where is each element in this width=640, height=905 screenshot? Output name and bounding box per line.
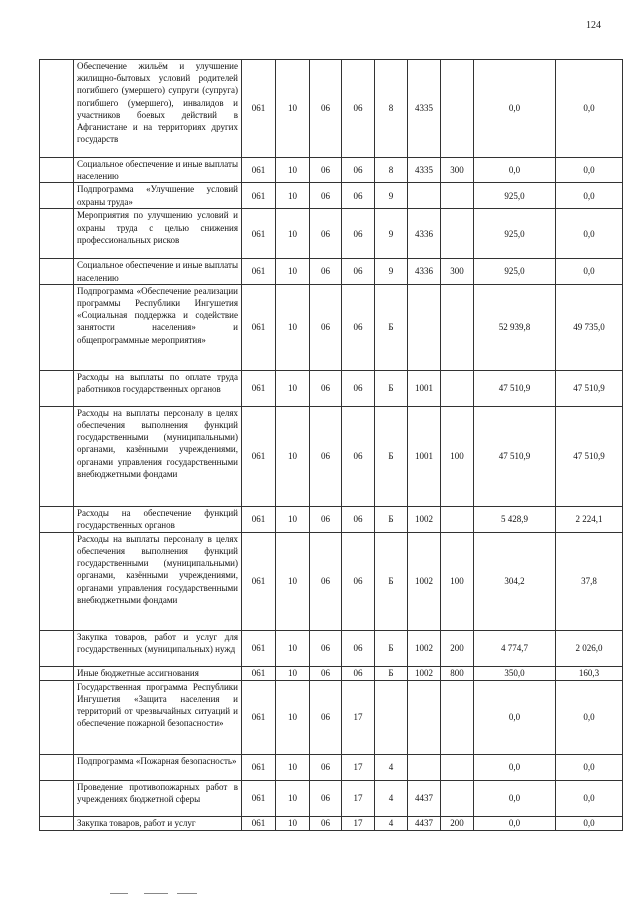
direction-code: 4335 <box>408 158 441 183</box>
amount-year-2: 2 026,0 <box>556 630 623 666</box>
direction-code <box>408 284 441 370</box>
page-number: 124 <box>586 20 601 31</box>
row-index-cell <box>40 816 74 830</box>
expense-type-code: 300 <box>441 259 474 284</box>
subprogram-code: Б <box>375 406 408 506</box>
amount-year-1: 4 774,7 <box>474 630 556 666</box>
program-code: 06 <box>342 506 375 532</box>
subprogram-code: 4 <box>375 816 408 830</box>
amount-year-2: 160,3 <box>556 666 623 680</box>
direction-code: 4437 <box>408 816 441 830</box>
subsection-code: 06 <box>310 284 342 370</box>
row-index-cell <box>40 780 74 816</box>
ved-code: 061 <box>242 259 276 284</box>
footer-rule <box>144 893 168 894</box>
subprogram-code: Б <box>375 370 408 406</box>
program-code: 17 <box>342 680 375 754</box>
section-code: 10 <box>276 284 310 370</box>
subsection-code: 06 <box>310 406 342 506</box>
item-name: Подпрограмма «Улучшение условий охраны труда» <box>74 183 242 209</box>
program-code: 06 <box>342 532 375 630</box>
subsection-code: 06 <box>310 209 342 259</box>
amount-year-1: 52 939,8 <box>474 284 556 370</box>
amount-year-2: 47 510,9 <box>556 370 623 406</box>
ved-code: 061 <box>242 630 276 666</box>
amount-year-1: 0,0 <box>474 60 556 158</box>
expense-type-code <box>441 183 474 209</box>
section-code: 10 <box>276 259 310 284</box>
ved-code: 061 <box>242 284 276 370</box>
expense-type-code <box>441 506 474 532</box>
section-code: 10 <box>276 183 310 209</box>
amount-year-1: 0,0 <box>474 754 556 780</box>
amount-year-1: 925,0 <box>474 183 556 209</box>
table-row <box>40 666 623 680</box>
ved-code: 061 <box>242 754 276 780</box>
subsection-code: 06 <box>310 630 342 666</box>
amount-year-2: 2 224,1 <box>556 506 623 532</box>
program-code: 06 <box>342 666 375 680</box>
expense-type-code: 200 <box>441 816 474 830</box>
section-code: 10 <box>276 60 310 158</box>
row-index-cell <box>40 506 74 532</box>
item-name: Расходы на выплаты по оплате труда работников государственных органов <box>74 370 242 406</box>
ved-code: 061 <box>242 816 276 830</box>
subprogram-code: Б <box>375 666 408 680</box>
row-index-cell <box>40 259 74 284</box>
ved-code: 061 <box>242 60 276 158</box>
expense-type-code <box>441 209 474 259</box>
expense-type-code <box>441 754 474 780</box>
item-name: Подпрограмма «Обеспечение реализации программы Республики Ингушетия «Социальная поддержка и содействие занятости населения» и общепрограммные мероприятия» <box>74 284 242 370</box>
ved-code: 061 <box>242 183 276 209</box>
row-index-cell <box>40 370 74 406</box>
row-index-cell <box>40 754 74 780</box>
item-name: Государственная программа Республики Ингушетия «Защита населения и территорий от чрезвычайных ситуаций и обеспечение пожарной безопасности» <box>74 680 242 754</box>
amount-year-2: 0,0 <box>556 183 623 209</box>
amount-year-2: 0,0 <box>556 780 623 816</box>
table-row <box>40 406 623 506</box>
ved-code: 061 <box>242 532 276 630</box>
subsection-code: 06 <box>310 532 342 630</box>
table-row <box>40 259 623 284</box>
ved-code: 061 <box>242 780 276 816</box>
expense-type-code <box>441 680 474 754</box>
amount-year-2: 0,0 <box>556 60 623 158</box>
subsection-code: 06 <box>310 259 342 284</box>
row-index-cell <box>40 680 74 754</box>
table-row <box>40 816 623 830</box>
row-index-cell <box>40 666 74 680</box>
item-name: Расходы на выплаты персоналу в целях обеспечения выполнения функций государственными (муниципальными) органами, казёнными учреждениями, органами управления государственными внебюджетными фондами <box>74 532 242 630</box>
ved-code: 061 <box>242 506 276 532</box>
item-name: Иные бюджетные ассигнования <box>74 666 242 680</box>
table-row <box>40 60 623 158</box>
program-code: 17 <box>342 780 375 816</box>
section-code: 10 <box>276 532 310 630</box>
amount-year-2: 0,0 <box>556 158 623 183</box>
item-name: Мероприятия по улучшению условий и охраны труда с целью снижения профессиональных рисков <box>74 209 242 259</box>
program-code: 06 <box>342 183 375 209</box>
program-code: 06 <box>342 209 375 259</box>
section-code: 10 <box>276 158 310 183</box>
section-code: 10 <box>276 370 310 406</box>
amount-year-2: 0,0 <box>556 259 623 284</box>
subprogram-code: Б <box>375 532 408 630</box>
table-row <box>40 158 623 183</box>
section-code: 10 <box>276 780 310 816</box>
table-row <box>40 284 623 370</box>
table-row <box>40 754 623 780</box>
section-code: 10 <box>276 816 310 830</box>
direction-code: 4336 <box>408 209 441 259</box>
amount-year-2: 49 735,0 <box>556 284 623 370</box>
program-code: 06 <box>342 630 375 666</box>
subprogram-code: 4 <box>375 780 408 816</box>
row-index-cell <box>40 158 74 183</box>
expense-type-code: 300 <box>441 158 474 183</box>
amount-year-1: 47 510,9 <box>474 370 556 406</box>
direction-code: 4437 <box>408 780 441 816</box>
program-code: 06 <box>342 259 375 284</box>
direction-code: 1001 <box>408 406 441 506</box>
table-row <box>40 532 623 630</box>
amount-year-2: 47 510,9 <box>556 406 623 506</box>
amount-year-2: 0,0 <box>556 209 623 259</box>
expense-type-code <box>441 780 474 816</box>
expense-type-code <box>441 370 474 406</box>
item-name: Социальное обеспечение и иные выплаты населению <box>74 158 242 183</box>
direction-code: 4336 <box>408 259 441 284</box>
section-code: 10 <box>276 506 310 532</box>
subprogram-code: 9 <box>375 259 408 284</box>
section-code: 10 <box>276 630 310 666</box>
amount-year-1: 47 510,9 <box>474 406 556 506</box>
direction-code: 4335 <box>408 60 441 158</box>
subsection-code: 06 <box>310 60 342 158</box>
subsection-code: 06 <box>310 680 342 754</box>
section-code: 10 <box>276 666 310 680</box>
direction-code: 1001 <box>408 370 441 406</box>
direction-code: 1002 <box>408 506 441 532</box>
program-code: 06 <box>342 60 375 158</box>
expense-type-code: 200 <box>441 630 474 666</box>
item-name: Подпрограмма «Пожарная безопасность» <box>74 754 242 780</box>
program-code: 06 <box>342 284 375 370</box>
amount-year-2: 0,0 <box>556 754 623 780</box>
subsection-code: 06 <box>310 506 342 532</box>
subsection-code: 06 <box>310 780 342 816</box>
table-row <box>40 680 623 754</box>
expense-type-code <box>441 60 474 158</box>
amount-year-1: 0,0 <box>474 158 556 183</box>
table-row <box>40 370 623 406</box>
direction-code: 1002 <box>408 630 441 666</box>
direction-code <box>408 754 441 780</box>
subprogram-code: 8 <box>375 158 408 183</box>
table-row <box>40 630 623 666</box>
amount-year-1: 350,0 <box>474 666 556 680</box>
row-index-cell <box>40 406 74 506</box>
subsection-code: 06 <box>310 754 342 780</box>
table-row <box>40 506 623 532</box>
subsection-code: 06 <box>310 158 342 183</box>
item-name: Расходы на обеспечение функций государственных органов <box>74 506 242 532</box>
row-index-cell <box>40 630 74 666</box>
amount-year-1: 925,0 <box>474 259 556 284</box>
amount-year-2: 0,0 <box>556 816 623 830</box>
direction-code: 1002 <box>408 666 441 680</box>
subprogram-code: Б <box>375 630 408 666</box>
amount-year-1: 0,0 <box>474 816 556 830</box>
subprogram-code <box>375 680 408 754</box>
subprogram-code: 9 <box>375 209 408 259</box>
table-row <box>40 780 623 816</box>
section-code: 10 <box>276 680 310 754</box>
program-code: 06 <box>342 370 375 406</box>
ved-code: 061 <box>242 370 276 406</box>
expense-type-code: 800 <box>441 666 474 680</box>
program-code: 17 <box>342 816 375 830</box>
row-index-cell <box>40 60 74 158</box>
row-index-cell <box>40 183 74 209</box>
footer-rule <box>177 893 197 894</box>
subprogram-code: Б <box>375 284 408 370</box>
amount-year-1: 0,0 <box>474 680 556 754</box>
subsection-code: 06 <box>310 183 342 209</box>
direction-code <box>408 183 441 209</box>
section-code: 10 <box>276 754 310 780</box>
expense-type-code: 100 <box>441 532 474 630</box>
amount-year-1: 304,2 <box>474 532 556 630</box>
subprogram-code: 9 <box>375 183 408 209</box>
amount-year-1: 925,0 <box>474 209 556 259</box>
subprogram-code: Б <box>375 506 408 532</box>
ved-code: 061 <box>242 406 276 506</box>
item-name: Закупка товаров, работ и услуг <box>74 816 242 830</box>
amount-year-1: 5 428,9 <box>474 506 556 532</box>
expense-type-code: 100 <box>441 406 474 506</box>
subsection-code: 06 <box>310 370 342 406</box>
expense-type-code <box>441 284 474 370</box>
subprogram-code: 8 <box>375 60 408 158</box>
ved-code: 061 <box>242 209 276 259</box>
item-name: Обеспечение жильём и улучшение жилищно-бытовых условий родителей погибшего (умершего) супруги (супруга) погибшего (умершего), инвалидов и участников боевых действий в Афганистане и на территориях других государств <box>74 60 242 158</box>
program-code: 17 <box>342 754 375 780</box>
row-index-cell <box>40 209 74 259</box>
subsection-code: 06 <box>310 666 342 680</box>
ved-code: 061 <box>242 666 276 680</box>
amount-year-1: 0,0 <box>474 780 556 816</box>
item-name: Социальное обеспечение и иные выплаты населению <box>74 259 242 284</box>
direction-code <box>408 680 441 754</box>
amount-year-2: 37,8 <box>556 532 623 630</box>
table-body <box>40 60 623 831</box>
budget-table <box>39 59 623 831</box>
table-row <box>40 183 623 209</box>
amount-year-2: 0,0 <box>556 680 623 754</box>
table-row <box>40 209 623 259</box>
subprogram-code: 4 <box>375 754 408 780</box>
item-name: Расходы на выплаты персоналу в целях обеспечения выполнения функций государственными (муниципальными) органами, казёнными учреждениями, органами управления государственными внебюджетными фондами <box>74 406 242 506</box>
item-name: Проведение противопожарных работ в учреждениях бюджетной сферы <box>74 780 242 816</box>
subsection-code: 06 <box>310 816 342 830</box>
section-code: 10 <box>276 406 310 506</box>
section-code: 10 <box>276 209 310 259</box>
footer-rule <box>110 893 128 894</box>
row-index-cell <box>40 284 74 370</box>
program-code: 06 <box>342 158 375 183</box>
direction-code: 1002 <box>408 532 441 630</box>
ved-code: 061 <box>242 680 276 754</box>
program-code: 06 <box>342 406 375 506</box>
row-index-cell <box>40 532 74 630</box>
item-name: Закупка товаров, работ и услуг для государственных (муниципальных) нужд <box>74 630 242 666</box>
ved-code: 061 <box>242 158 276 183</box>
